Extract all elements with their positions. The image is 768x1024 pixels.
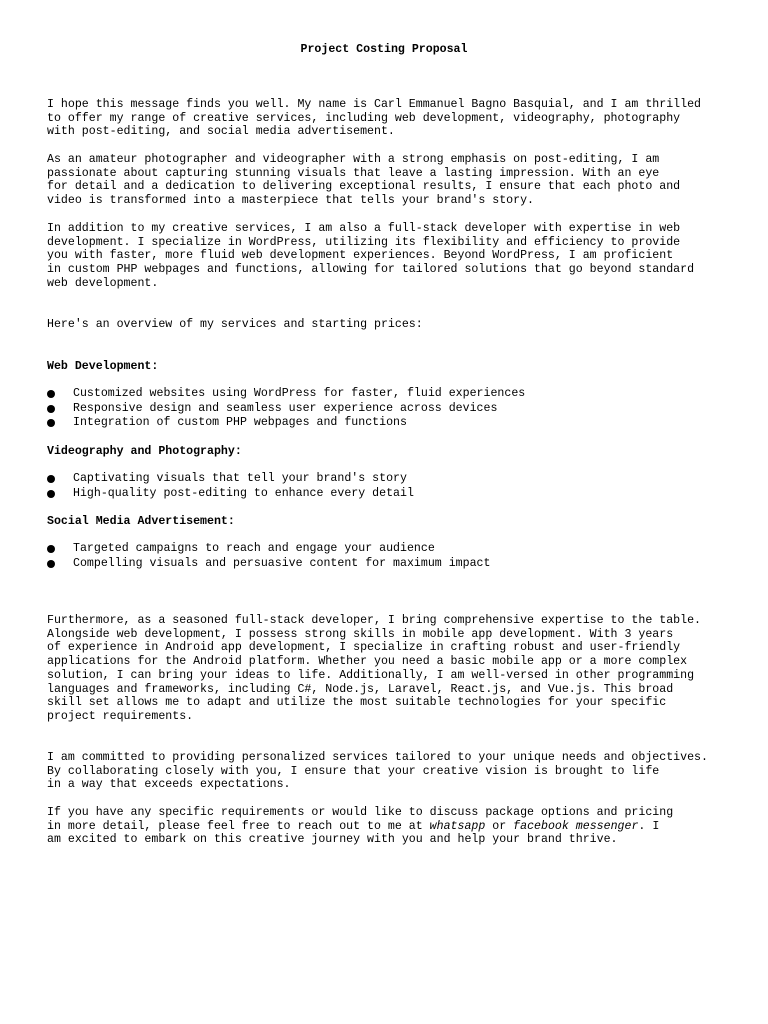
text-line: solution, I can bring your ideas to life. Additionally, I am well-versed in other programming — [47, 668, 695, 682]
text-line: to offer my range of creative services, including web development, videography, photography — [47, 111, 681, 125]
fullstack-paragraph — [47, 614, 747, 724]
text-line: Here's an overview of my services and starting prices: — [47, 318, 423, 331]
list-item — [47, 487, 414, 502]
text-line: languages and frameworks, including C#, Node.js, Laravel, React.js, and Vue.js. This broad — [47, 682, 674, 696]
text-line: in a way that exceeds expectations. — [47, 778, 291, 792]
whatsapp-mention: whatsapp — [429, 819, 486, 833]
bullet-icon — [47, 560, 55, 568]
bullet-icon — [47, 390, 55, 398]
section-heading-videography: Videography and Photography: — [47, 445, 242, 458]
text-line: In addition to my creative services, I am also a full-stack developer with expertise in web — [47, 222, 681, 235]
bullet-icon — [47, 419, 55, 427]
list-item — [47, 416, 525, 431]
contact-text: . I — [638, 819, 660, 833]
development-paragraph — [47, 222, 747, 291]
list-item-text: Compelling visuals and persuasive content for maximum impact — [73, 556, 491, 570]
text-line: am excited to embark on this creative journey with you and help your brand thrive. — [47, 833, 618, 847]
section-heading-web-development: Web Development: — [47, 360, 159, 373]
text-line: you with faster, more fluid web development experiences. Beyond WordPress, I am proficient — [47, 249, 674, 263]
text-line: Furthermore, as a seasoned full-stack developer, I bring comprehensive expertise to the table. — [47, 614, 701, 627]
text-line: Alongside web development, I possess strong skills in mobile app development. With 3 years — [47, 627, 674, 641]
list-item-text: Customized websites using WordPress for faster, fluid experiences — [73, 387, 526, 400]
text-line: with post-editing, and social media advertisement. — [47, 125, 395, 139]
list-item-text: Captivating visuals that tell your brand's story — [73, 472, 407, 485]
text-line: skill set allows me to adapt and utilize the most suitable technologies for your specific — [47, 696, 667, 710]
text-line: If you have any specific requirements or would like to discuss package options and pricing — [47, 806, 674, 819]
bullet-icon — [47, 475, 55, 483]
bullet-icon — [47, 490, 55, 498]
text-line: of experience in Android app development, I specialize in crafting robust and user-friendly — [47, 641, 681, 655]
list-item — [47, 402, 525, 417]
section-heading-social-media: Social Media Advertisement: — [47, 515, 235, 528]
text-line — [47, 820, 747, 834]
overview-line — [47, 318, 747, 332]
list-item-text: Integration of custom PHP webpages and functions — [73, 416, 407, 430]
list-item — [47, 387, 525, 402]
text-line: project requirements. — [47, 709, 194, 723]
list-item-text: High-quality post-editing to enhance every detail — [73, 486, 414, 500]
contact-text: or — [485, 819, 514, 833]
text-line: in custom PHP webpages and functions, allowing for tailored solutions that go beyond standard — [47, 263, 695, 277]
text-line: By collaborating closely with you, I ensure that your creative vision is brought to life — [47, 764, 660, 778]
contact-paragraph — [47, 806, 747, 847]
text-line: I hope this message finds you well. My name is Carl Emmanuel Bagno Basquial, and I am thrilled — [47, 98, 701, 111]
document-title: Project Costing Proposal — [300, 43, 468, 56]
text-line: applications for the Android platform. Whether you need a basic mobile app or a more complex — [47, 655, 688, 669]
list-item — [47, 557, 490, 572]
list-item-text: Targeted campaigns to reach and engage your audience — [73, 542, 435, 555]
text-line: As an amateur photographer and videographer with a strong emphasis on post-editing, I am — [47, 153, 660, 166]
web-development-list — [47, 387, 525, 431]
commitment-paragraph — [47, 751, 747, 792]
bullet-icon — [47, 405, 55, 413]
list-item-text: Responsive design and seamless user experience across devices — [73, 401, 498, 415]
text-line: web development. — [47, 276, 159, 290]
text-line: for detail and a dedication to delivering exceptional results, I ensure that each photo and — [47, 180, 681, 194]
contact-text: in more detail, please feel free to reach out to me at — [47, 819, 430, 833]
intro-paragraph — [47, 98, 747, 139]
bullet-icon — [47, 545, 55, 553]
text-line: video is transformed into a masterpiece that tells your brand's story. — [47, 194, 535, 208]
list-item — [47, 542, 490, 557]
text-line: development. I specialize in WordPress, utilizing its flexibility and efficiency to provide — [47, 235, 681, 249]
text-line: passionate about capturing stunning visuals that leave a lasting impression. With an eye — [47, 166, 660, 180]
facebook-messenger-mention: facebook messenger — [513, 819, 639, 833]
social-media-list — [47, 542, 490, 571]
photography-paragraph — [47, 153, 747, 208]
list-item — [47, 472, 414, 487]
text-line: I am committed to providing personalized services tailored to your unique needs and objectives. — [47, 751, 708, 764]
videography-list — [47, 472, 414, 501]
